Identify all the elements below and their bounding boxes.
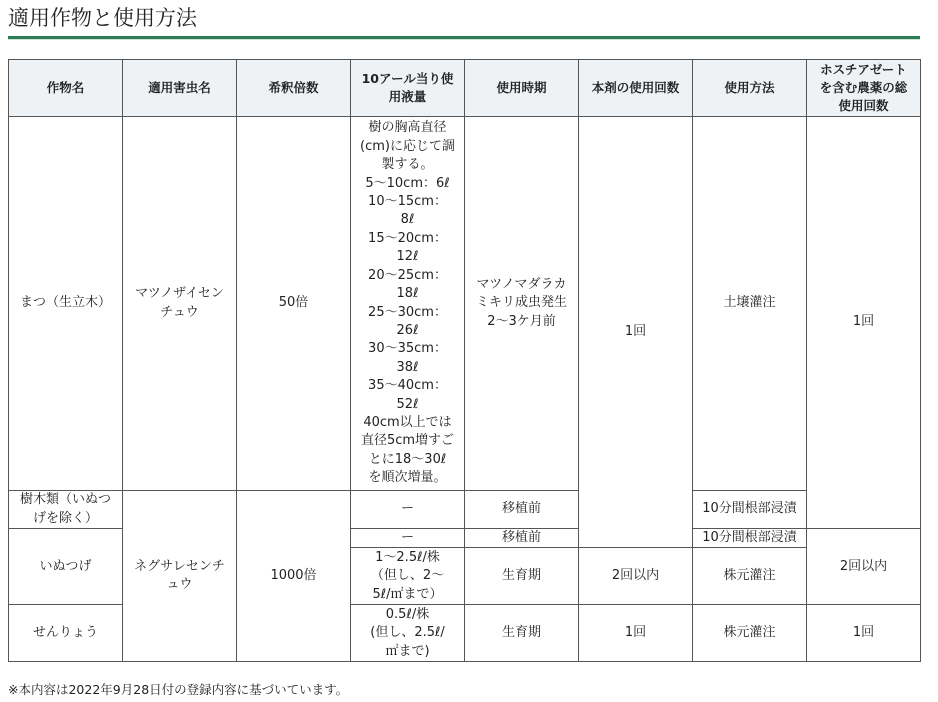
volume-line: 12ℓ: [396, 249, 419, 265]
cell-method-jumoku: 10分間根部浸漬: [693, 491, 807, 529]
cell-crop-jumoku-line1: 樹木類（いぬつ: [19, 492, 111, 508]
volume-line: 25〜30cm：: [368, 304, 447, 320]
volume-line: 8ℓ: [400, 212, 415, 228]
volume-line: 10〜15cm：: [368, 194, 447, 210]
cell-timing-matsu-line3: 2〜3ケ月前: [487, 313, 556, 329]
volume-line: 40cm以上では: [363, 414, 452, 430]
cell-method-matsu: 土壌灌注: [693, 117, 807, 491]
volume-line: 30〜35cm：: [368, 341, 447, 357]
header-volume-line1: 10アール当り使: [361, 71, 454, 86]
volume-line: 38ℓ: [396, 359, 419, 375]
cell-volume-senryo-line3: ㎡まで): [385, 643, 430, 659]
volume-line: 26ℓ: [396, 322, 419, 338]
cell-crop-matsu: まつ（生立木）: [9, 117, 123, 491]
header-total-line1: ホスチアゼート: [820, 62, 907, 77]
cell-volume-jumoku: ー: [351, 491, 465, 529]
cell-dilution-matsu: 50倍: [237, 117, 351, 491]
header-total: [807, 60, 921, 117]
cell-total-matsu: 1回: [807, 117, 921, 529]
cell-pest-nematode-line1: ネグサレセンチ: [134, 558, 225, 574]
volume-line: 15〜20cm：: [368, 230, 447, 246]
cell-timing-matsu-line1: マツノマダラカ: [476, 276, 567, 292]
cell-method-inutsuge-1: 10分間根部浸漬: [693, 529, 807, 548]
cell-crop-jumoku: [9, 491, 123, 529]
cell-timing-matsu-line2: ミキリ成虫発生: [475, 295, 567, 311]
header-volume: [351, 60, 465, 117]
header-pest: 適用害虫名: [123, 60, 237, 117]
cell-crop-inutsuge: いぬつげ: [9, 529, 123, 605]
cell-volume-inutsuge-2-line1: 1〜2.5ℓ/株: [375, 549, 440, 565]
cell-volume-senryo: [351, 605, 465, 662]
application-table: [8, 59, 921, 662]
title-divider-shadow: [8, 39, 920, 40]
cell-method-senryo: 株元灌注: [693, 605, 807, 662]
volume-line: 18ℓ: [396, 286, 419, 302]
cell-volume-senryo-line2: (但し、2.5ℓ/: [370, 625, 445, 641]
header-method: 使用方法: [693, 60, 807, 117]
volume-line: 樹の胸高直径: [368, 120, 447, 136]
header-timing: 使用時期: [465, 60, 579, 117]
cell-volume-inutsuge-1: ー: [351, 529, 465, 548]
cell-pest-matsu-line1: マツノザイセン: [135, 286, 224, 302]
volume-line: 35〜40cm：: [368, 378, 447, 394]
cell-volume-senryo-line1: 0.5ℓ/株: [385, 606, 430, 622]
footnote: ※本内容は2022年9月28日付の登録内容に基づいています。: [8, 682, 349, 697]
volume-line: 直径5cm増すご: [360, 433, 455, 449]
header-count: 本剤の使用回数: [579, 60, 693, 117]
volume-line: 52ℓ: [396, 396, 419, 412]
table-header-row: [9, 60, 921, 117]
cell-total-inutsuge: 2回以内: [807, 529, 921, 605]
cell-method-inutsuge-2: 株元灌注: [693, 548, 807, 605]
volume-line: 5〜10cm：6ℓ: [365, 175, 450, 191]
volume-line: 20〜25cm：: [368, 267, 447, 283]
cell-dilution-nematode: 1000倍: [237, 491, 351, 662]
volume-line: を順次増量。: [368, 470, 447, 486]
cell-timing-inutsuge-2: 生育期: [465, 548, 579, 605]
volume-line: (cm)に応じて調: [360, 138, 455, 154]
volume-line: 製する。: [381, 157, 434, 173]
cell-volume-inutsuge-2: [351, 548, 465, 605]
table-row-matsu: [9, 117, 921, 491]
cell-count-inutsuge-2: 2回以内: [579, 548, 693, 605]
cell-pest-nematode: [123, 491, 237, 662]
header-total-line2: を含む農薬の総: [819, 80, 908, 95]
cell-count-senryo: 1回: [579, 605, 693, 662]
cell-volume-inutsuge-2-line2: （但し、2〜: [370, 568, 445, 584]
header-crop: 作物名: [9, 60, 123, 117]
volume-line: とに18〜30ℓ: [368, 451, 447, 467]
header-dilution: 希釈倍数: [237, 60, 351, 117]
cell-total-senryo: 1回: [807, 605, 921, 662]
cell-crop-senryo: せんりょう: [9, 605, 123, 662]
volume-rate-list: [354, 119, 461, 487]
cell-timing-jumoku: 移植前: [465, 491, 579, 529]
page-title: 適用作物と使用方法: [8, 6, 197, 30]
header-total-line3: 使用回数: [838, 98, 889, 113]
table-row-jumoku: [9, 491, 921, 529]
cell-volume-matsu: [351, 117, 465, 491]
cell-crop-jumoku-line2: げを除く）: [32, 510, 98, 526]
cell-volume-inutsuge-2-line3: 5ℓ/㎡まで）: [372, 586, 443, 602]
cell-count-matsu: 1回: [579, 117, 693, 548]
cell-pest-nematode-line2: ュウ: [166, 577, 193, 593]
header-volume-line2: 用液量: [388, 89, 427, 104]
cell-timing-senryo: 生育期: [465, 605, 579, 662]
cell-pest-matsu: [123, 117, 237, 491]
cell-timing-matsu: [465, 117, 579, 491]
cell-pest-matsu-line2: チュウ: [160, 304, 199, 320]
cell-timing-inutsuge-1: 移植前: [465, 529, 579, 548]
